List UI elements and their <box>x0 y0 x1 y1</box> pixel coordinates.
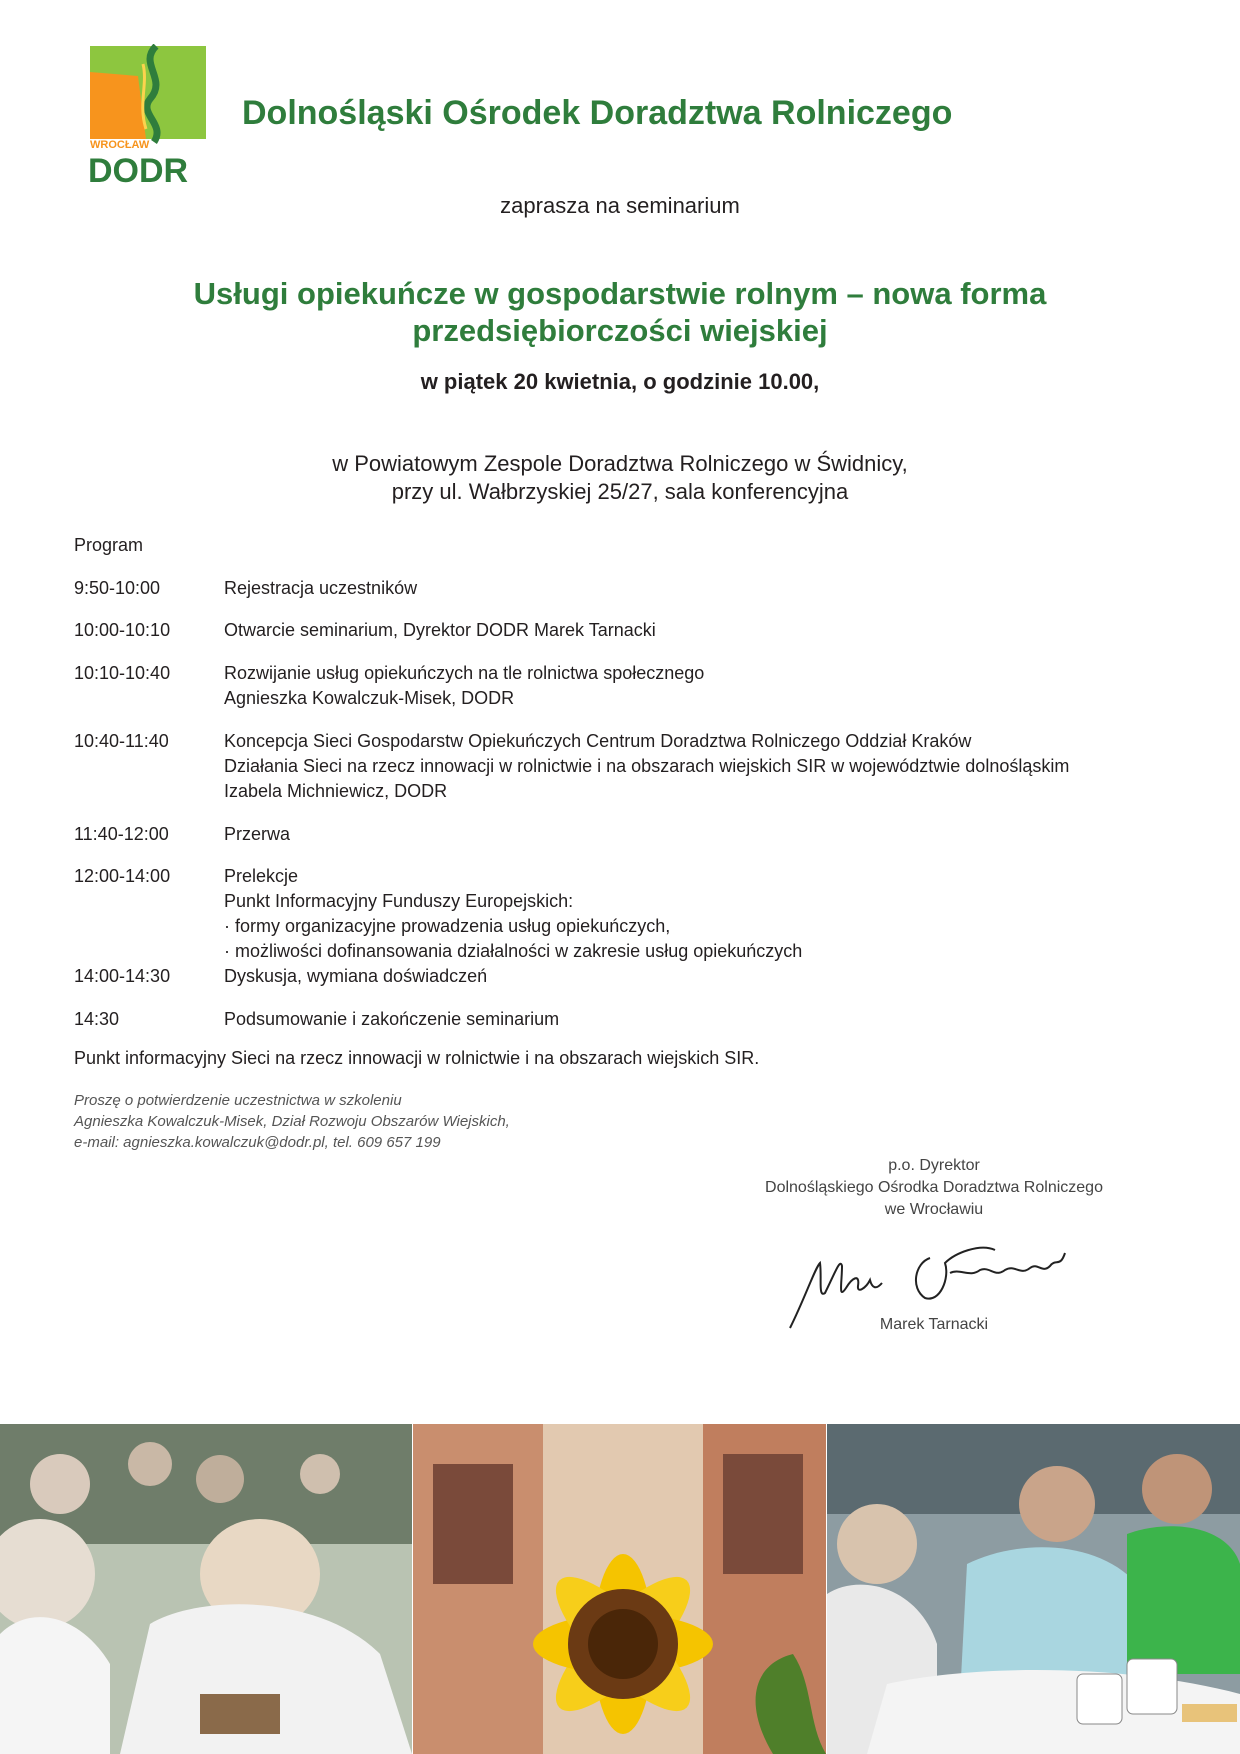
program-time: 10:00-10:10 <box>74 620 171 640</box>
venue-line1: w Powiatowym Zespole Doradztwa Rolniczego w Świdnicy, <box>332 451 908 476</box>
program-line: Izabela Michniewicz, DODR <box>224 781 448 801</box>
program-time: 12:00-14:00 <box>74 866 171 886</box>
seminar-title <box>0 275 1240 349</box>
program-line: Koncepcja Sieci Gospodarstw Opiekuńczych Centrum Doradztwa Rolniczego Oddział Kraków <box>224 731 972 751</box>
program-bullet: · możliwości dofinansowania działalności w zakresie usług opiekuńczych <box>224 941 803 961</box>
venue-line2: przy ul. Wałbrzyskiej 25/27, sala konferencyjna <box>391 479 849 504</box>
program-description <box>224 822 1204 847</box>
seniors-at-table-photo <box>0 1424 412 1754</box>
svg-text:WROCŁAW: WROCŁAW <box>90 139 150 151</box>
director-title: p.o. Dyrektor <box>888 1157 980 1174</box>
svg-text:DODR: DODR <box>88 152 189 188</box>
sunflower-photo <box>413 1424 826 1754</box>
invitation-line: zaprasza na seminarium <box>500 193 740 218</box>
program-time: 14:00-14:30 <box>74 966 171 986</box>
program-description <box>224 729 1204 804</box>
dodr-logo <box>88 44 210 188</box>
program-line: Rejestracja uczestników <box>224 578 418 598</box>
institution-name: Dolnośląskiego Ośrodka Doradztwa Rolniczego <box>765 1179 1103 1196</box>
program-time: 14:30 <box>74 1009 120 1029</box>
program-description <box>224 576 1204 601</box>
program-time: 11:40-12:00 <box>74 824 169 844</box>
program-description <box>224 964 1204 989</box>
program-line: Punkt Informacyjny Funduszy Europejskich: <box>224 891 574 911</box>
program-line: Przerwa <box>224 824 291 844</box>
signer-name: Marek Tarnacki <box>879 1316 989 1333</box>
photo-strip <box>0 1424 1240 1754</box>
program-description <box>224 618 1204 643</box>
program-time: 10:40-11:40 <box>74 731 169 751</box>
program-line: Rozwijanie usług opiekuńczych na tle rolnictwa społecznego <box>224 663 705 683</box>
program-line: Otwarcie seminarium, Dyrektor DODR Marek Tarnacki <box>224 620 656 640</box>
confirmation-note <box>74 1090 510 1153</box>
program-heading: Program <box>74 535 144 555</box>
program-line: Agnieszka Kowalczuk-Misek, DODR <box>224 688 515 708</box>
women-crafting-photo <box>827 1424 1240 1754</box>
program-line: Podsumowanie i zakończenie seminarium <box>224 1009 560 1029</box>
program-description <box>224 1007 1204 1032</box>
program-bullet: · formy organizacyjne prowadzenia usług opiekuńczych, <box>224 916 671 936</box>
confirmation-line: Agnieszka Kowalczuk-Misek, Dział Rozwoju Obszarów Wiejskich, <box>74 1113 510 1130</box>
program-time: 9:50-10:00 <box>74 578 161 598</box>
signature-title-block <box>734 1155 1134 1221</box>
seminar-title-line2: przedsiębiorczości wiejskiej <box>412 313 828 348</box>
program-line: Dyskusja, wymiana doświadczeń <box>224 966 488 986</box>
seminar-venue <box>0 450 1240 506</box>
program-line: Prelekcje <box>224 866 299 886</box>
seminar-title-line1: Usługi opiekuńcze w gospodarstwie rolnym – nowa forma <box>193 276 1047 311</box>
institution-city: we Wrocławiu <box>884 1201 984 1218</box>
program-description <box>224 661 1204 711</box>
program-time: 10:10-10:40 <box>74 663 171 683</box>
program-line: Działania Sieci na rzecz innowacji w rolnictwie i na obszarach wiejskich SIR w województwie dolnośląskim <box>224 756 1070 776</box>
seminar-date: w piątek 20 kwietnia, o godzinie 10.00, <box>420 369 820 394</box>
confirmation-line: Proszę o potwierdzenie uczestnictwa w szkoleniu <box>74 1092 402 1109</box>
info-point-note: Punkt informacyjny Sieci na rzecz innowacji w rolnictwie i na obszarach wiejskich SIR. <box>74 1048 760 1068</box>
organization-name: Dolnośląski Ośrodek Doradztwa Rolniczego <box>242 94 953 132</box>
confirmation-contact: e-mail: agnieszka.kowalczuk@dodr.pl, tel. 609 657 199 <box>74 1134 441 1151</box>
program-description <box>224 864 1204 964</box>
